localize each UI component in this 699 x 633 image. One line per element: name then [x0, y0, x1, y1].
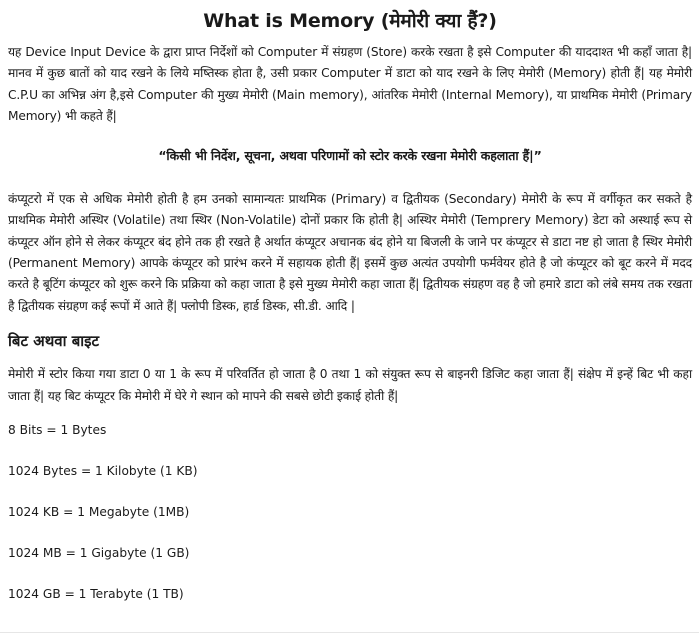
bit-paragraph: मेमोरी में स्टोर किया गया डाटा 0 या 1 के रूप में परिवर्तित हो जाता है 0 तथा 1 को संयुक्त रूप से बाइनरी डिजिट कहा जाता हैं| संक्षेप में इन्हें बिट भी कहा जाता हैं| यह बिट कंप्यूटर कि मेमोरी में घेरे गे स्थान को मापने की सबसे छोटी इकाई होती हैं|	[8, 367, 692, 403]
article-title: What is Memory (मेमोरी क्या हैं?)	[203, 10, 497, 32]
intro-paragraph: यह Device Input Device के द्वारा प्राप्त निर्देशों को Computer में संग्रहण (Store) करके रखता है इसे Computer की याददाश्त भी कहाँ जाता है| मानव में कुछ बातों को याद रखने के लिये मष्तिस्क होता है, उसी प्रकार Computer में डाटा को याद रखने के लिए मेमोरी (Memory) होती हैं| यह मेमोरी C.P.U का अभिन्न अंग है,इसे Computer की मुख्य मेमोरी (Main memory), आंतरिक मेमोरी (Internal Memory), या प्राथमिक मेमोरी (Primary Memory) भी कहते हैं|	[8, 45, 692, 123]
unit-line-mb-gigabyte: 1024 MB = 1 Gigabyte (1 GB)	[8, 546, 190, 560]
memory-types-paragraph: कंप्यूटरो में एक से अधिक मेमोरी होती है हम उनको सामान्यतः प्राथमिक (Primary) व द्वितीयक (Secondary) मेमोरी के रूप में वर्गीकृत कर सकते है प्राथमिक मेमोरी अस्थिर (Volatile) तथा स्थिर (Non-Volatile) दोनों प्रकार कि होती है| अस्थिर मेमोरी (Temprery Memory) डेटा को अस्थाई रूप से कंप्यूटर ऑन होने से लेकर कंप्यूटर बंद होने तक ही रखते है अर्थात कंप्यूटर अचानक बंद होने या बिजली के जाने पर कंप्यूटर से डाटा नष्ट हो जाता है स्थिर मेमोरी (Permanent Memory) आपके कंप्यूटर को प्रारंभ करने में सहायक होती हैं| इसमें कुछ अत्यंत उपयोगी फर्मवेयर होते है जो कंप्यूटर को बूट करने में मदद करते है बूटिंग कंप्यूटर को शुरू करने कि प्रक्रिया को कहा जाता है इसे मुख्य मेमोरी कहा जाता हैं| द्वितीयक संग्रहण वह है जो हमारे डाटा को लंबे समय तक रखता है द्वितीयक संग्रहण कई रूपों में आते हैं| फ्लोपी डिस्क, हार्ड डिस्क, सी.डी. आदि |	[8, 192, 692, 313]
definition-quote: “किसी भी निर्देश, सूचना, अथवा परिणामों को स्टोर करके रखना मेमोरी कहलाता हैं|”	[158, 148, 542, 164]
section-heading-bit-byte: बिट अथवा बाइट	[8, 331, 100, 350]
unit-line-bytes-kilobyte: 1024 Bytes = 1 Kilobyte (1 KB)	[8, 464, 198, 478]
unit-line-gb-terabyte: 1024 GB = 1 Terabyte (1 TB)	[8, 587, 184, 601]
unit-line-kb-megabyte: 1024 KB = 1 Megabyte (1MB)	[8, 505, 190, 519]
memory-units-list	[8, 421, 692, 603]
unit-line-bits-bytes: 8 Bits = 1 Bytes	[8, 423, 107, 437]
